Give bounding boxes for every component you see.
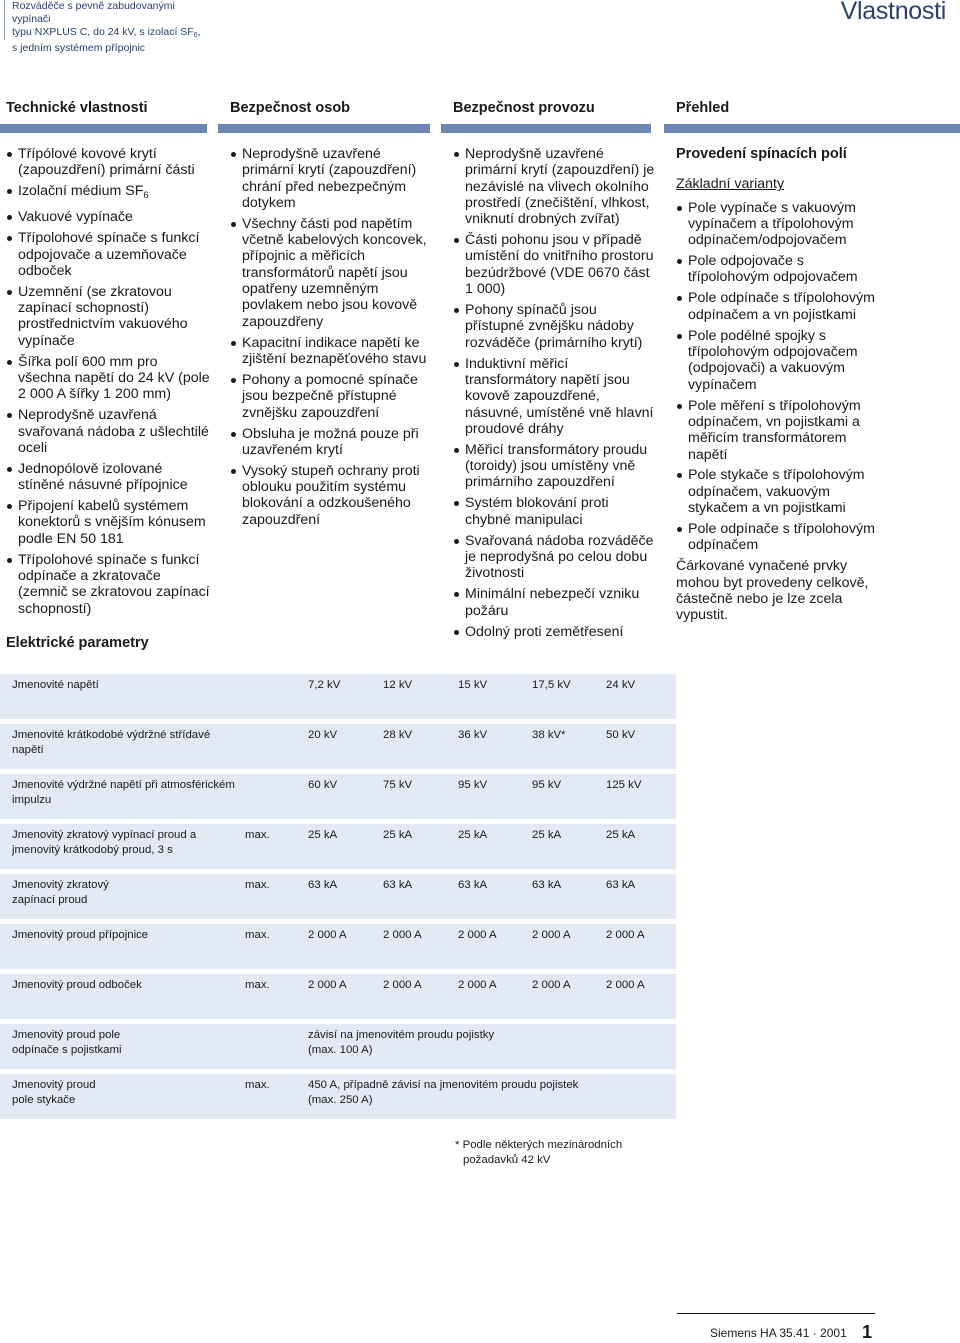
heading-bar-3 <box>441 124 651 133</box>
footer-reference: Siemens HA 35.41 · 2001 <box>710 1326 847 1340</box>
row-value: 25 kA <box>532 829 562 841</box>
row-label: Jmenovitý proud přípojnice <box>12 929 149 941</box>
list-item: Připojení kabelů systémem konektorů s vnějším kónusem podle EN 50 181 <box>6 498 211 547</box>
row-label: Jmenovitý proud pole stykače <box>12 1079 96 1106</box>
row-value: 38 kV* <box>532 729 566 741</box>
row-value: 63 kA <box>308 879 338 891</box>
list-item: Pole podélné spojky s třípolohovým odpojovačem (odpojovači) a vakuovým vypínačem <box>676 328 876 393</box>
list-item: Jednopólově izolované stíněné násuvné přípojnice <box>6 461 211 494</box>
footer-divider <box>677 1313 875 1314</box>
table-row <box>0 774 676 819</box>
list-item: Všechny části pod napětím včetně kabelových koncovek, přípojnic a měřicích transformátorů napětí jsou opatřeny uzemněným povlakem nebo jsou kovově zapouzdřeny <box>230 216 430 330</box>
list-item: Třípolohové spínače s funkcí odpojovače a uzemňovače odboček <box>6 230 211 279</box>
heading-overview: Přehled <box>676 100 730 116</box>
list-item: Induktivní měřicí transformátory napětí jsou kovově zapouzdřené, násuvné, umístěné vně hlavní proudové dráhy <box>453 356 658 437</box>
table-row <box>0 674 676 719</box>
row-value: 25 kA <box>606 829 636 841</box>
value-17-5kv: 17,5 kV <box>532 679 571 691</box>
footnote: * Podle některých mezinárodních požadavků 42 kV <box>455 1139 623 1166</box>
basic-variants-subheading: Základní varianty <box>676 176 785 193</box>
row-value: 63 kA <box>532 879 562 891</box>
heading-personal-safety: Bezpečnost osob <box>230 100 351 116</box>
subtitle-line-1: Rozváděče s pevně zabudovanými vypínači <box>12 0 175 25</box>
row-label: Jmenovitý proud pole odpínače s pojistkami <box>12 1029 122 1056</box>
row-value: 2 000 A <box>532 979 571 991</box>
row-value: 2 000 A <box>308 929 347 941</box>
row-max: max. <box>245 879 270 891</box>
operational-safety-list <box>453 146 658 645</box>
row-value: 2 000 A <box>308 979 347 991</box>
row-value: 2 000 A <box>383 929 422 941</box>
document-subtitle <box>12 0 212 55</box>
list-item: Uzemnění (se zkratovou zapínací schopností) prostřednictvím vakuového vypínače <box>6 284 211 349</box>
value-7-2kv: 7,2 kV <box>308 679 341 691</box>
table-row <box>0 874 676 919</box>
row-value: 2 000 A <box>383 979 422 991</box>
list-item: Neprodyšně uzavřená svařovaná nádoba z ušlechtilé oceli <box>6 407 211 456</box>
heading-bar-4 <box>664 124 960 133</box>
row-label: Jmenovité výdržné napětí při atmosférickém impulzu <box>12 779 235 806</box>
row-label: Jmenovitý zkratový vypínací proud a jmenovitý krátkodobý proud, 3 s <box>12 829 197 856</box>
list-item: Pole odpojovače s třípolohovým odpojovačem <box>676 253 876 286</box>
row-label: Jmenovitý zkratový zapínací proud <box>12 879 109 906</box>
row-value: závisí na jmenovitém proudu pojistky (max. 100 A) <box>308 1029 495 1056</box>
list-item: Pohony spínačů jsou přístupné zvnějšku nádoby rozváděče (primárního krytí) <box>453 302 658 351</box>
dashed-elements-note: Čárkované vynačené prvky mohou byt provedeny celkově, částečně nebo je lze zcela vypustit. <box>676 558 869 624</box>
list-item: Svařovaná nádoba rozváděče je neprodyšná po celou dobu životnosti <box>453 533 658 582</box>
row-value: 63 kA <box>458 879 488 891</box>
list-item: Systém blokování proti chybné manipulaci <box>453 495 658 528</box>
list-item: Části pohonu jsou v případě umístění do vnitřního prostoru bezúdržbové (VDE 0670 část 1 000) <box>453 232 658 297</box>
row-value: 2 000 A <box>458 929 497 941</box>
list-item: Šířka polí 600 mm pro všechna napětí do 24 kV (pole 2 000 A šířky 1 200 mm) <box>6 354 211 403</box>
list-item: Třípolohové spínače s funkcí odpínače a zkratovače (zemnič se zkratovou zapínací schopností) <box>6 552 211 617</box>
heading-operational-safety: Bezpečnost provozu <box>453 100 595 116</box>
row-value: 95 kV <box>532 779 562 791</box>
table-row <box>0 1024 676 1069</box>
list-item: Izolační médium $SF_6$ <box>6 183 211 204</box>
row-max: max. <box>245 829 270 841</box>
table-row <box>0 724 676 769</box>
list-item: Neprodyšně uzavřené primární krytí (zapouzdření) chrání před nebezpečným dotykem <box>230 146 430 211</box>
electrical-parameters-table <box>0 674 676 1124</box>
row-value: 2 000 A <box>532 929 571 941</box>
heading-bar-2 <box>218 124 430 133</box>
row-value: 63 kA <box>383 879 413 891</box>
overview-column <box>676 146 876 624</box>
value-15kv: 15 kV <box>458 679 488 691</box>
row-value: 125 kV <box>606 779 642 791</box>
subtitle-line-3: s jedním systémem přípojnic <box>12 42 146 54</box>
list-item: Pole vypínače s vakuovým vypínačem a třípolohovým odpínačem/odpojovačem <box>676 200 876 249</box>
row-value: 36 kV <box>458 729 488 741</box>
row-max: max. <box>245 929 270 941</box>
list-item: Neprodyšně uzavřené primární krytí (zapouzdření) je nezávislé na vlivech okolního prostředí (znečištění, vlhkost, vniknutí drobných zvířat) <box>453 146 658 227</box>
row-value: 75 kV <box>383 779 413 791</box>
value-24kv: 24 kV <box>606 679 636 691</box>
table-row <box>0 1074 676 1119</box>
list-item: Pohony a pomocné spínače jsou bezpečně přístupné zvnějšku zapouzdření <box>230 372 430 421</box>
row-value: 2 000 A <box>606 979 645 991</box>
list-item: Měřicí transformátory proudu (toroidy) jsou umístěny vně primárního zapouzdření <box>453 442 658 491</box>
page-title: Vlastnosti <box>840 0 946 25</box>
row-value: 2 000 A <box>458 979 497 991</box>
row-value: 25 kA <box>308 829 338 841</box>
row-label: Jmenovité napětí <box>12 679 99 691</box>
list-item: Vysoký stupeň ochrany proti oblouku použitím systému blokování a odzkoušeného zapouzdření <box>230 463 430 528</box>
technical-features <box>6 146 211 651</box>
list-item: Pole odpínače s třípolohovým odpínačem a vn pojistkami <box>676 290 876 323</box>
table-row <box>0 824 676 869</box>
page-number: 1 <box>862 1322 873 1342</box>
row-label: Jmenovitý proud odboček <box>12 979 142 991</box>
heading-technical: Technické vlastnosti <box>6 100 148 116</box>
value-12kv: 12 kV <box>383 679 413 691</box>
row-value: 28 kV <box>383 729 413 741</box>
list-item: Minimální nebezpečí vzniku požáru <box>453 586 658 619</box>
row-value: 95 kV <box>458 779 488 791</box>
row-value: 50 kV <box>606 729 636 741</box>
row-max: max. <box>245 1079 270 1091</box>
list-item: Pole odpínače s třípolohovým odpínačem <box>676 521 876 554</box>
subtitle-line-2: typu NXPLUS C, do 24 kV, s izolací $SF_6$, <box>12 26 201 39</box>
row-value: 60 kV <box>308 779 338 791</box>
row-value: 20 kV <box>308 729 338 741</box>
list-item: Odolný proti zemětřesení <box>453 624 658 640</box>
heading-bar-1 <box>0 124 207 133</box>
list-item: Třípólové kovové krytí (zapouzdření) primární části <box>6 146 211 179</box>
row-label: Jmenovité krátkodobé výdržné střídavé napětí <box>12 729 211 756</box>
list-item: Obsluha je možná pouze při uzavřeném krytí <box>230 426 430 459</box>
row-max: max. <box>245 979 270 991</box>
row-value: 2 000 A <box>606 929 645 941</box>
table-row <box>0 974 676 1019</box>
list-item: Kapacitní indikace napětí ke zjištění beznapěťového stavu <box>230 335 430 368</box>
table-row <box>0 924 676 969</box>
row-value: 450 A, případně závisí na jmenovitém proudu pojistek (max. 250 A) <box>308 1079 579 1106</box>
list-item: Pole měření s třípolohovým odpínačem, vn pojistkami a měřicím transformátorem napětí <box>676 398 876 463</box>
electrical-parameters-heading: Elektrické parametry <box>6 634 149 651</box>
panel-designs-heading: Provedení spínacích polí <box>676 146 847 162</box>
personal-safety-list <box>230 146 430 533</box>
header-divider <box>4 0 5 40</box>
row-value: 63 kA <box>606 879 636 891</box>
row-value: 25 kA <box>458 829 488 841</box>
list-item: Pole stykače s třípolohovým odpínačem, vakuovým stykačem a vn pojistkami <box>676 467 876 516</box>
row-value: 25 kA <box>383 829 413 841</box>
list-item: Vakuové vypínače <box>6 209 211 225</box>
